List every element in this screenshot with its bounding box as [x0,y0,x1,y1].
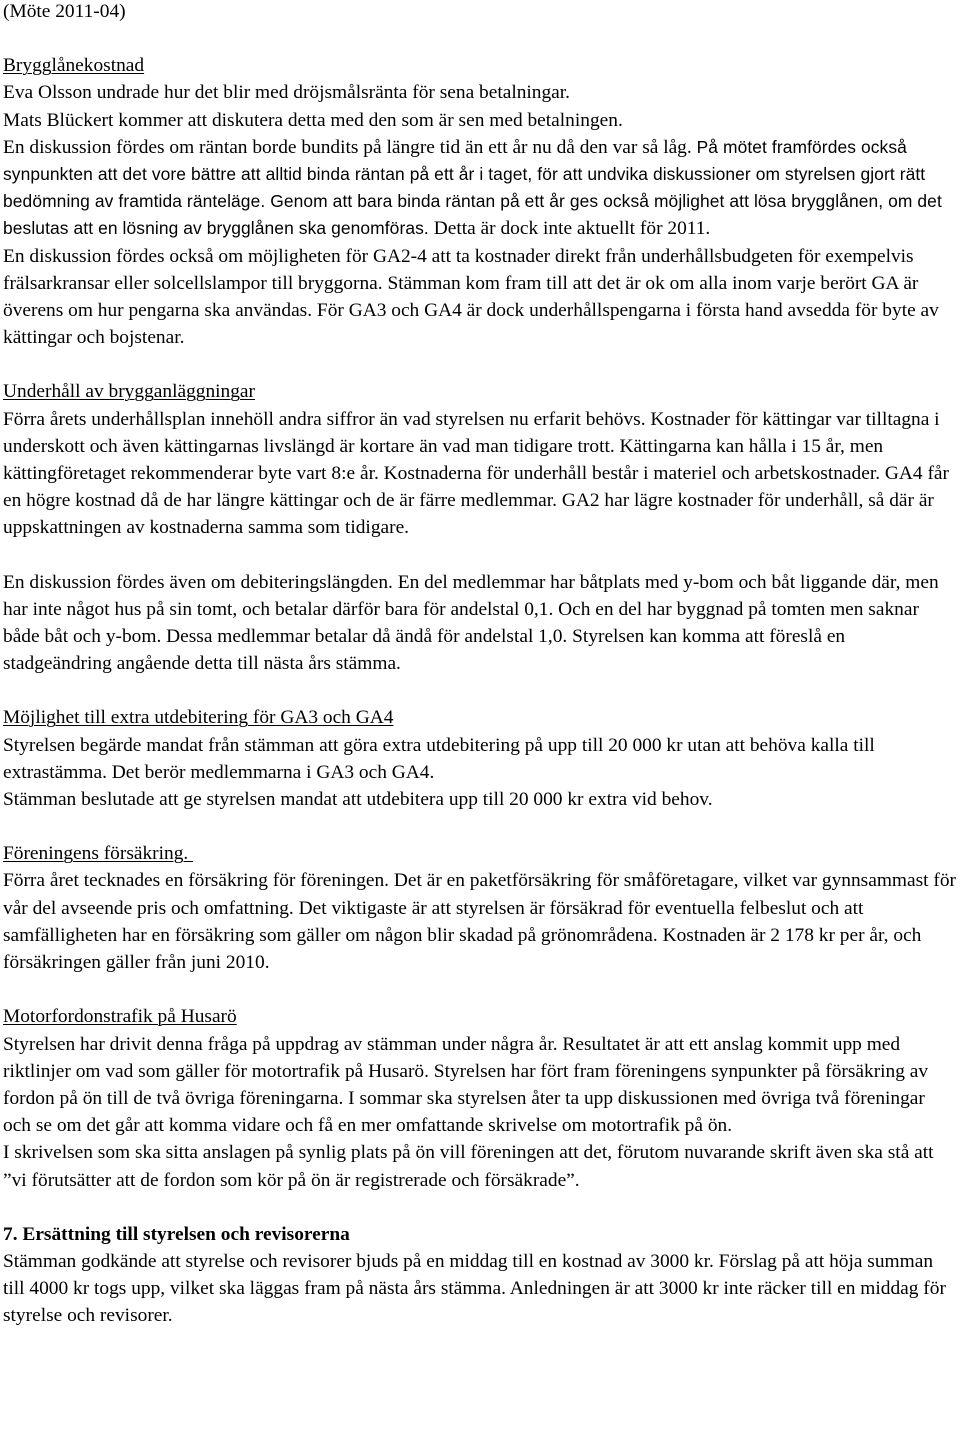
section-utdebitering [3,704,957,813]
section-heading: 7. Ersättning till styrelsen och revisorerna [3,1223,350,1245]
paragraph: Stämman beslutade att ge styrelsen mandat att utdebitera upp till 20 000 kr extra vid behov. [3,789,713,811]
paragraph: Förra årets underhållsplan innehöll andra siffror än vad styrelsen nu erfarit behövs. Kostnader för kättingar var tilltagna i underskott och även kättingarnas livslängd är kortare än vad man tidigare trott. Kättingarna kan hålla i 15 år, men kättingföretaget rekommenderar byte vart 8:e år. Kostnaderna för underhåll består i materiel och arbetskostnader. GA4 får en högre kostnad då de har längre kättingar och de är färre medlemmar. GA2 har lägre kostnader för underhåll, så där är uppskattningen av kostnaderna samma som tidigare. [3,408,949,539]
paragraph [3,134,957,243]
paragraph-text: Detta är dock inte aktuellt för 2011. [433,218,711,240]
paragraph-text: En diskussion fördes om räntan borde bundits på längre tid än ett år nu då den var så låg. [3,136,692,158]
paragraph-line: Eva Olsson undrade hur det blir med dröjsmålsränta för sena betalningar. [3,82,571,104]
section-heading-wrap [3,840,957,867]
section-ersattning [3,1221,957,1330]
section-heading: Brygglånekostnad [3,55,145,77]
paragraph: En diskussion fördes även om debiteringslängden. En del medlemmar har båtplats med y-bom och båt liggande där, men har inte något hus på sin tomt, och betalar därför bara för andelstal 0,1. Och en del har byggnad på tomten men saknar både båt och y-bom. Dessa medlemmar betalar då ändå för andelstal 1,0. Styrelsen kan komma att föreslå en stadgeändring angående detta till nästa års stämma. [3,571,939,675]
section-heading: Möjlighet till extra utdebitering för GA3 och GA4 [3,707,394,729]
paragraph: Styrelsen har drivit denna fråga på uppdrag av stämman under några år. Resultatet är att ett anslag kommit upp med riktlinjer om vad som gäller för motortrafik på Husarö. Styrelsen har fört fram föreningens synpunkter på försäkring av fordon på ön till de två övriga föreningarna. I sommar ska styrelsen åter ta upp diskussionen med övriga två föreningar och se om det går att komma vidare och få en mer omfattande skrivelse om motortrafik på ön. [3,1033,929,1137]
paragraph-line: Mats Blückert kommer att diskutera detta med den som är sen med betalningen. [3,109,623,131]
section-forsakring [3,840,957,976]
section-brygglanekostnad [3,52,957,351]
paragraph: Stämman godkände att styrelse och revisorer bjuds på en middag till en kostnad av 3000 kr. Förslag på att höja summan till 4000 kr togs upp, vilket ska läggas fram på nästa års stämma. Anledningen är att 3000 kr inte räcker till en middag för styrelse och revisorer. [3,1250,946,1327]
document-page [3,0,957,1330]
paragraph: I skrivelsen som ska sitta anslagen på synlig plats på ön vill föreningen att det, förutom nuvarande skrift även ska stå att ”vi förutsätter att de fordon som kör på ön är registrerade och försäkrade”. [3,1142,934,1191]
meeting-tag: (Möte 2011-04) [3,1,126,22]
paragraph: Förra året tecknades en försäkring för föreningen. Det är en paketförsäkring för småföretagare, vilket var gynnsammast för vår del avseende pris och omfattning. Det viktigaste är att styrelsen är försäkrad för eventuella felbeslut och att samfälligheten har en försäkring som gäller om någon blir skadad på grönområdena. Kostnaden är 2 178 kr per år, och försäkringen gäller från juni 2010. [3,870,956,974]
section-heading: Underhåll av brygganläggningar [3,381,255,403]
paragraph: En diskussion fördes också om möjligheten för GA2-4 att ta kostnader direkt från underhållsbudgeten för exempelvis frälsarkransar eller solcellslampor till bryggorna. Stämman kom fram till att det är ok om alla inom varje berört GA är överens om hur pengarna ska användas. För GA3 och GA4 är dock underhållspengarna i första hand avsedda för byte av kättingar och bojstenar. [3,245,939,349]
section-heading: Motorfordonstrafik på Husarö [3,1006,237,1028]
paragraph: Styrelsen begärde mandat från stämman att göra extra utdebitering på upp till 20 000 kr utan att behöva kalla till extrastämma. Det berör medlemmarna i GA3 och GA4. [3,734,875,783]
section-motorfordon [3,1003,957,1193]
section-heading: Föreningens försäkring. [3,843,194,865]
section-underhall [3,378,957,677]
paragraph-text-sans: På mötet framfördes också synpunkten att det vore bättre att alltid binda räntan på ett år i taget, för att undvika diskussioner om styrelsen gjort rätt bedömning av framtida ränteläge. Genom att bara binda räntan på ett år ges också möjlighet att lösa brygglånen, om det beslutas att en lösning av brygglånen ska genomföras. [3,136,942,239]
